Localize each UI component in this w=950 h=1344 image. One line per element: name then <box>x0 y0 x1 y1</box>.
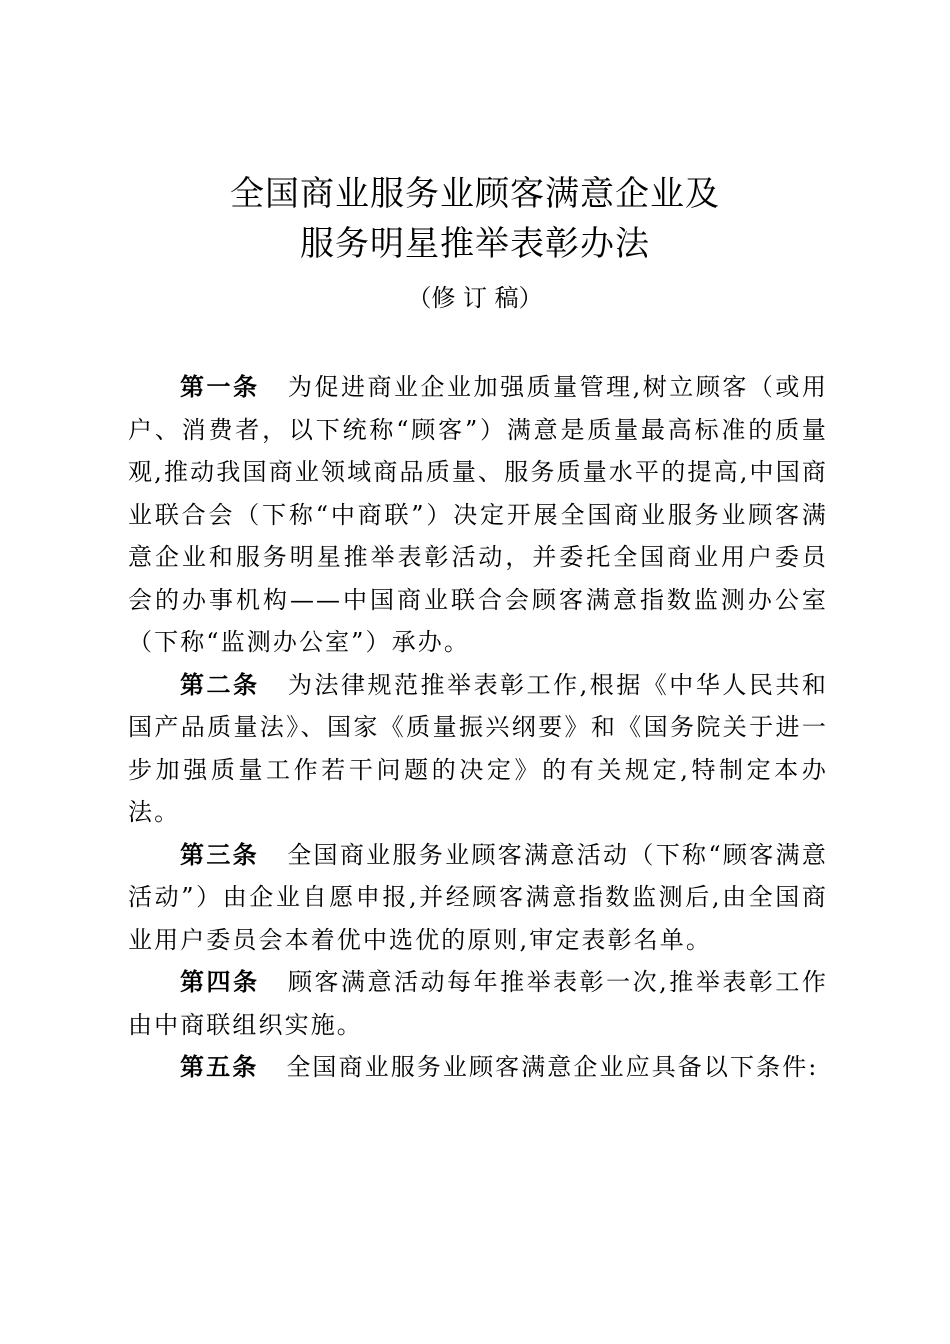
document-subtitle: （修 订 稿） <box>407 284 543 312</box>
article-2 <box>128 664 828 834</box>
article-2-label: 第二条 <box>180 670 260 699</box>
article-1 <box>128 366 828 664</box>
document-body <box>128 366 828 1089</box>
article-1-text: 为促进商业企业加强质量管理,树立顾客（或用户、消费者，以下统称“顾客”）满意是质量最高标准的质量观,推动我国商业领域商品质量、服务质量水平的提高,中国商业联合会（下称“中商联”）决定开展全国商业服务业顾客满意企业和服务明星推举表彰活动，并委托全国商业用户委员会的办事机构——中国商业联合会顾客满意指数监测办公室（下称“监测办公室”）承办。 <box>128 373 828 656</box>
article-2-text: 为法律规范推举表彰工作,根据《中华人民共和国产品质量法》、国家《质量振兴纲要》和《国务院关于进一步加强质量工作若干问题的决定》的有关规定,特制定本办法。 <box>128 670 828 826</box>
article-3 <box>128 834 828 962</box>
article-4-label: 第四条 <box>180 968 260 996</box>
article-3-text: 全国商业服务业顾客满意活动（下称“顾客满意活动”）由企业自愿申报,并经顾客满意指数监测后,由全国商业用户委员会本着优中选优的原则,审定表彰名单。 <box>128 840 828 954</box>
article-4-text: 顾客满意活动每年推举表彰一次,推举表彰工作由中商联组织实施。 <box>128 968 828 1039</box>
article-3-label: 第三条 <box>180 840 259 869</box>
article-5-text: 全国商业服务业顾客满意企业应具备以下条件: <box>286 1053 819 1081</box>
document-title-line-1: 全国商业服务业顾客满意企业及 <box>230 174 720 214</box>
article-4 <box>128 961 828 1046</box>
article-5-label: 第五条 <box>180 1053 259 1081</box>
article-5 <box>128 1046 828 1089</box>
article-1-label: 第一条 <box>180 373 260 401</box>
document-title-line-2: 服务明星推举表彰办法 <box>300 224 650 264</box>
